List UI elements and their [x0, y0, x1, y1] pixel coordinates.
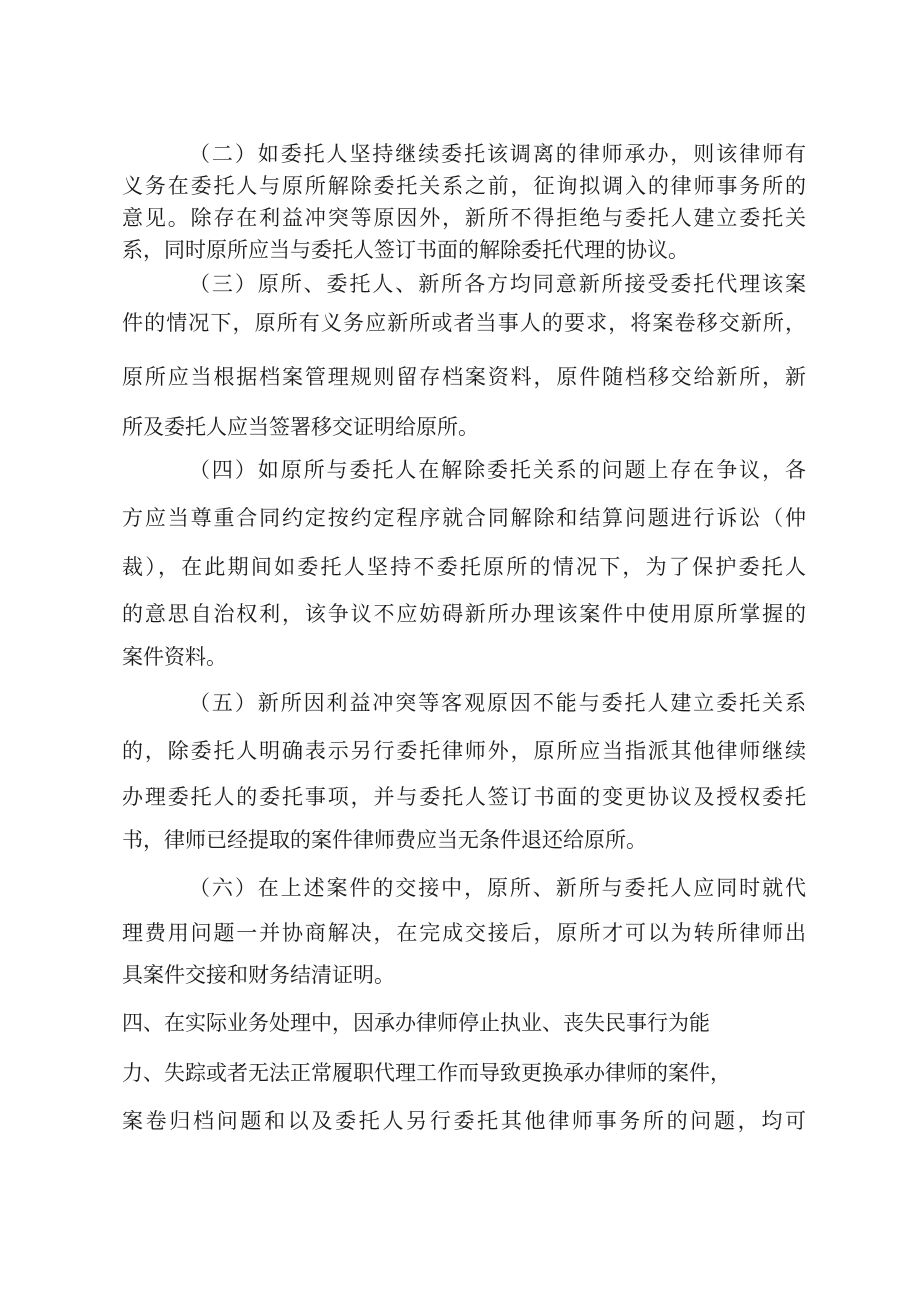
- text-line: 具案件交接和财务结清证明。: [122, 963, 395, 987]
- text-line: 件的情况下，原所有义务应新所或者当事人的要求，将案卷移交新所，: [122, 311, 806, 335]
- text-line: （二）如委托人坚持继续委托该调离的律师承办，则该律师有: [189, 142, 806, 166]
- text-line: 案卷归档问题和以及委托人另行委托其他律师事务所的问题，均可: [122, 1109, 806, 1133]
- text-line: 办理委托人的委托事项，并与委托人签订书面的变更协议及授权委托: [122, 785, 806, 809]
- text-line: 意见。除存在利益冲突等原因外，新所不得拒绝与委托人建立委托关: [122, 206, 806, 230]
- text-line: 力、失踪或者无法正常履职代理工作而导致更换承办律师的案件，: [122, 1061, 731, 1085]
- text-line: 方应当尊重合同约定按约定程序就合同解除和结算问题进行诉讼（仲: [122, 506, 806, 530]
- text-line: 的，除委托人明确表示另行委托律师外，原所应当指派其他律师继续: [122, 739, 806, 763]
- text-line: （五）新所因利益冲突等客观原因不能与委托人建立委托关系: [189, 691, 806, 715]
- text-line: 的意思自治权利，该争议不应妨碍新所办理该案件中使用原所掌握的: [122, 602, 806, 626]
- text-line: 所及委托人应当签署移交证明给原所。: [122, 415, 479, 439]
- text-line: 原所应当根据档案管理规则留存档案资料，原件随档移交给新所，新: [122, 365, 806, 389]
- text-line: 裁），在此期间如委托人坚持不委托原所的情况下，为了保护委托人: [122, 555, 806, 579]
- text-line: 案件资料。: [122, 645, 227, 669]
- text-line: 义务在委托人与原所解除委托关系之前，征询拟调入的律师事务所的: [122, 174, 806, 198]
- text-line: （四）如原所与委托人在解除委托关系的问题上存在争议，各: [189, 458, 806, 482]
- text-line: 四、在实际业务处理中，因承办律师停止执业、丧失民事行为能: [122, 1011, 710, 1035]
- text-line: 理费用问题一并协商解决，在完成交接后，原所才可以为转所律师出: [122, 921, 806, 945]
- text-line: 系，同时原所应当与委托人签订书面的解除委托代理的协议。: [122, 238, 689, 262]
- text-line: （三）原所、委托人、新所各方均同意新所接受委托代理该案: [189, 272, 806, 296]
- text-line: （六）在上述案件的交接中，原所、新所与委托人应同时就代: [189, 876, 806, 900]
- text-line: 书，律师已经提取的案件律师费应当无条件退还给原所。: [122, 828, 647, 852]
